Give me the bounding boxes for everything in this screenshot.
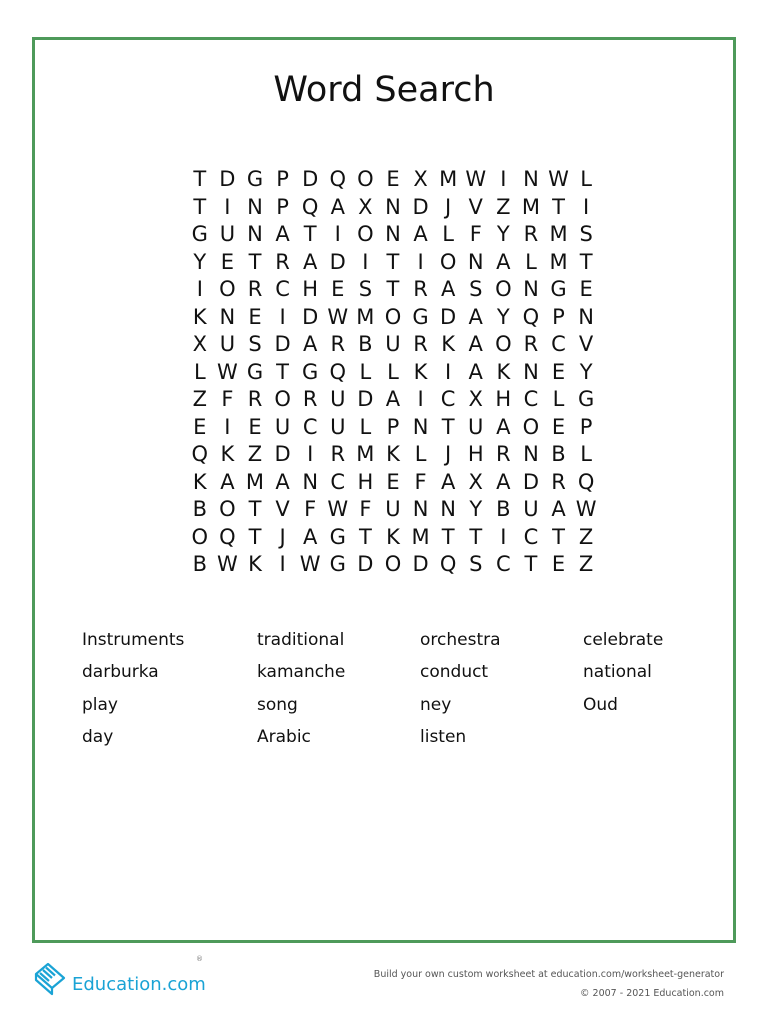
- grid-row: [186, 359, 600, 387]
- grid-letter: U: [468, 414, 484, 439]
- grid-letter: A: [413, 222, 428, 246]
- grid-letter: G: [191, 222, 208, 246]
- grid-letter: E: [386, 469, 400, 494]
- grid-letter: B: [192, 497, 207, 521]
- grid-row: [186, 469, 600, 497]
- grid-letter: W: [299, 552, 321, 576]
- grid-letter: R: [302, 387, 318, 411]
- grid-letter: K: [413, 359, 428, 384]
- grid-letter: N: [385, 222, 401, 246]
- grid-letter: M: [411, 524, 430, 549]
- grid-letter: E: [331, 277, 345, 301]
- grid-letter: E: [386, 167, 400, 191]
- grid-letter: K: [496, 359, 511, 384]
- grid-letter: S: [579, 222, 593, 246]
- grid-letter: H: [467, 442, 484, 466]
- grid-letter: D: [302, 304, 319, 329]
- grid-letter: G: [329, 552, 346, 576]
- grid-letter: A: [302, 524, 318, 549]
- grid-letter: G: [412, 304, 429, 329]
- grid-letter: U: [330, 387, 346, 411]
- grid-letter: N: [523, 442, 539, 466]
- grid-letter: T: [358, 524, 372, 549]
- grid-letter: Z: [578, 552, 594, 576]
- grid-letter: P: [386, 414, 400, 439]
- grid-letter: L: [442, 222, 454, 246]
- grid-letter: A: [496, 469, 511, 494]
- grid-letter: N: [302, 469, 319, 494]
- grid-row: [186, 496, 600, 524]
- grid-letter: A: [330, 194, 345, 219]
- grid-letter: Y: [496, 304, 510, 329]
- grid-row: [186, 386, 600, 414]
- grid-letter: I: [417, 249, 424, 274]
- grid-letter: N: [219, 304, 236, 329]
- grid-letter: Q: [301, 194, 319, 219]
- grid-letter: U: [219, 332, 236, 356]
- grid-letter: M: [549, 249, 568, 274]
- grid-letter: D: [412, 552, 429, 576]
- grid-letter: W: [575, 497, 597, 521]
- grid-letter: B: [551, 442, 566, 466]
- grid-letter: W: [217, 359, 238, 384]
- grid-letter: C: [495, 552, 511, 576]
- grid-letter: M: [549, 222, 568, 246]
- grid-letter: Y: [579, 359, 593, 384]
- grid-letter: U: [523, 497, 539, 521]
- word-list: [82, 630, 702, 759]
- grid-letter: S: [469, 277, 483, 301]
- grid-letter: I: [417, 387, 424, 411]
- grid-letter: U: [330, 414, 346, 439]
- grid-letter: I: [362, 249, 369, 274]
- grid-letter: A: [302, 249, 318, 274]
- grid-letter: Z: [578, 524, 594, 549]
- grid-letter: T: [248, 497, 262, 521]
- grid-letter: J: [445, 442, 452, 466]
- grid-letter: E: [551, 552, 566, 576]
- grid-letter: I: [445, 359, 452, 384]
- grid-letter: F: [221, 387, 234, 411]
- grid-letter: K: [386, 442, 400, 466]
- grid-letter: K: [248, 552, 262, 576]
- grid-letter: N: [412, 414, 429, 439]
- grid-letter: W: [327, 497, 349, 521]
- grid-letter: G: [246, 359, 264, 384]
- grid-letter: L: [525, 249, 537, 274]
- footer-logo: [32, 960, 206, 998]
- grid-row: [186, 414, 600, 442]
- grid-letter: H: [302, 277, 319, 301]
- grid-row: [186, 331, 600, 359]
- grid-letter: N: [523, 277, 539, 301]
- word-list-item: orchestra: [420, 630, 501, 650]
- grid-letter: X: [358, 194, 373, 219]
- grid-letter: R: [330, 442, 346, 466]
- grid-letter: A: [468, 304, 483, 329]
- grid-letter: N: [247, 222, 263, 246]
- education-logo-icon: [32, 960, 70, 998]
- grid-letter: T: [248, 249, 262, 274]
- grid-letter: T: [386, 277, 400, 301]
- grid-letter: D: [522, 469, 539, 494]
- grid-letter: R: [413, 332, 428, 356]
- grid-letter: W: [217, 552, 238, 576]
- grid-row: [186, 249, 600, 277]
- grid-letter: R: [523, 332, 539, 356]
- grid-letter: I: [224, 414, 231, 439]
- grid-letter: Z: [247, 442, 263, 466]
- grid-letter: R: [330, 332, 346, 356]
- grid-letter: J: [279, 524, 286, 549]
- grid-letter: A: [496, 414, 511, 439]
- grid-letter: I: [196, 277, 203, 301]
- grid-letter: A: [440, 277, 456, 301]
- page-title: Word Search: [273, 70, 495, 110]
- grid-letter: T: [524, 552, 538, 576]
- grid-letter: F: [304, 497, 317, 521]
- grid-letter: X: [468, 387, 483, 411]
- grid-letter: Q: [329, 359, 347, 384]
- grid-letter: C: [275, 277, 290, 301]
- grid-letter: A: [496, 249, 511, 274]
- grid-row: [186, 441, 600, 469]
- word-list-item: Oud: [583, 694, 618, 715]
- grid-letter: F: [469, 222, 482, 246]
- grid-letter: Z: [496, 194, 511, 219]
- grid-letter: T: [441, 414, 455, 439]
- grid-letter: J: [445, 194, 452, 219]
- grid-letter: G: [302, 359, 319, 384]
- grid-letter: T: [248, 524, 262, 549]
- footer-copyright: © 2007 - 2021 Education.com: [580, 988, 724, 999]
- word-row: [82, 630, 702, 662]
- grid-letter: B: [496, 497, 511, 521]
- word-row: [82, 662, 702, 694]
- word-row: [82, 695, 702, 727]
- grid-letter: O: [219, 497, 236, 521]
- grid-row: [186, 194, 600, 222]
- grid-letter: L: [193, 359, 206, 384]
- grid-letter: A: [468, 332, 483, 356]
- word-row: [82, 727, 702, 759]
- grid-letter: O: [384, 552, 402, 576]
- grid-letter: T: [552, 524, 565, 549]
- word-list-item: traditional: [257, 630, 345, 650]
- grid-letter: R: [551, 469, 566, 494]
- grid-letter: E: [248, 304, 262, 329]
- grid-letter: A: [440, 469, 456, 494]
- grid-letter: E: [579, 277, 593, 301]
- grid-letter: L: [580, 442, 592, 466]
- grid-letter: M: [439, 167, 458, 191]
- word-list-item: celebrate: [583, 630, 664, 650]
- grid-letter: D: [274, 442, 291, 466]
- grid-letter: T: [441, 524, 455, 549]
- grid-letter: V: [578, 332, 594, 356]
- grid-letter: L: [414, 442, 427, 466]
- grid-letter: M: [356, 442, 375, 466]
- grid-letter: W: [465, 167, 487, 191]
- grid-letter: L: [580, 167, 592, 191]
- grid-letter: U: [274, 414, 291, 439]
- grid-letter: E: [551, 359, 566, 384]
- grid-letter: A: [220, 469, 235, 494]
- grid-letter: X: [413, 167, 428, 191]
- grid-letter: R: [247, 387, 263, 411]
- letter-grid: [186, 166, 600, 579]
- grid-letter: O: [219, 277, 236, 301]
- grid-letter: Y: [496, 222, 510, 246]
- grid-letter: Q: [329, 167, 347, 191]
- grid-letter: T: [386, 249, 400, 274]
- grid-letter: C: [330, 469, 346, 494]
- grid-letter: R: [247, 277, 263, 301]
- grid-letter: K: [441, 332, 456, 356]
- grid-letter: Q: [577, 469, 595, 494]
- grid-letter: Q: [439, 552, 457, 576]
- footer-generator-note: Build your own custom worksheet at education.com/worksheet-generator: [373, 969, 724, 980]
- grid-letter: V: [468, 194, 483, 219]
- grid-letter: L: [359, 359, 372, 384]
- grid-row: [186, 304, 600, 332]
- grid-letter: B: [358, 332, 373, 356]
- grid-letter: Y: [193, 249, 207, 274]
- grid-letter: P: [276, 167, 289, 191]
- grid-letter: N: [523, 167, 539, 191]
- grid-letter: X: [468, 469, 483, 494]
- grid-letter: E: [193, 414, 207, 439]
- grid-row: [186, 166, 600, 194]
- grid-letter: B: [192, 552, 207, 576]
- grid-letter: A: [302, 332, 318, 356]
- word-list-item: national: [583, 662, 652, 683]
- grid-letter: O: [495, 332, 512, 356]
- grid-letter: I: [500, 524, 507, 549]
- grid-letter: N: [578, 304, 594, 329]
- grid-letter: I: [279, 304, 286, 329]
- grid-letter: E: [551, 414, 566, 439]
- grid-letter: K: [386, 524, 400, 549]
- grid-letter: C: [523, 387, 539, 411]
- grid-letter: R: [413, 277, 428, 301]
- grid-letter: I: [583, 194, 590, 219]
- grid-letter: P: [579, 414, 593, 439]
- grid-letter: D: [440, 304, 457, 329]
- word-list-item: listen: [420, 726, 467, 747]
- grid-letter: C: [523, 524, 539, 549]
- grid-letter: G: [550, 277, 567, 301]
- grid-letter: O: [191, 524, 209, 549]
- grid-letter: X: [192, 332, 207, 356]
- grid-letter: K: [220, 442, 235, 466]
- word-list-item: kamanche: [257, 662, 346, 683]
- grid-letter: F: [359, 497, 372, 521]
- grid-letter: D: [302, 167, 319, 191]
- grid-letter: G: [329, 524, 346, 549]
- grid-letter: Z: [192, 387, 207, 411]
- word-list-item: Arabic: [257, 726, 311, 747]
- grid-letter: D: [357, 387, 374, 411]
- grid-letter: A: [468, 359, 483, 384]
- grid-letter: C: [302, 414, 318, 439]
- grid-letter: M: [356, 304, 375, 329]
- grid-letter: W: [327, 304, 349, 329]
- grid-letter: I: [279, 552, 286, 576]
- grid-letter: C: [551, 332, 566, 356]
- word-list-item: day: [82, 726, 114, 747]
- grid-letter: A: [385, 387, 401, 411]
- grid-letter: N: [440, 497, 456, 521]
- grid-letter: N: [247, 194, 263, 219]
- grid-letter: N: [523, 359, 539, 384]
- grid-letter: Q: [522, 304, 540, 329]
- grid-letter: P: [276, 194, 289, 219]
- grid-letter: C: [440, 387, 456, 411]
- word-list-item: ney: [420, 694, 452, 715]
- grid-letter: S: [248, 332, 262, 356]
- grid-letter: T: [552, 194, 565, 219]
- grid-letter: R: [496, 442, 511, 466]
- grid-letter: O: [274, 387, 291, 411]
- grid-letter: N: [412, 497, 429, 521]
- grid-letter: S: [358, 277, 373, 301]
- grid-letter: T: [193, 167, 207, 191]
- grid-letter: I: [307, 442, 314, 466]
- grid-letter: U: [219, 222, 236, 246]
- grid-letter: M: [245, 469, 265, 494]
- grid-letter: N: [385, 194, 401, 219]
- grid-letter: T: [579, 249, 593, 274]
- grid-letter: L: [552, 387, 565, 411]
- grid-letter: A: [551, 497, 566, 521]
- grid-letter: P: [552, 304, 565, 329]
- grid-letter: O: [495, 277, 512, 301]
- grid-letter: D: [219, 167, 236, 191]
- grid-letter: V: [275, 497, 290, 521]
- grid-letter: T: [276, 359, 289, 384]
- grid-letter: M: [521, 194, 540, 219]
- grid-row: [186, 276, 600, 304]
- grid-letter: D: [329, 249, 346, 274]
- grid-letter: K: [192, 469, 207, 494]
- grid-letter: H: [357, 469, 374, 494]
- grid-letter: U: [385, 332, 401, 356]
- grid-letter: Q: [191, 442, 209, 466]
- grid-letter: E: [248, 414, 262, 439]
- grid-letter: D: [357, 552, 374, 576]
- word-list-item: Instruments: [82, 630, 185, 650]
- brand-name: Education.com: [72, 973, 206, 995]
- grid-letter: T: [469, 524, 483, 549]
- word-list-item: conduct: [420, 662, 489, 683]
- grid-letter: U: [385, 497, 401, 521]
- grid-letter: I: [334, 222, 341, 246]
- grid-letter: L: [359, 414, 372, 439]
- grid-letter: I: [500, 167, 507, 191]
- grid-letter: R: [275, 249, 290, 274]
- grid-letter: O: [357, 167, 374, 191]
- grid-letter: D: [412, 194, 429, 219]
- grid-letter: A: [275, 469, 290, 494]
- grid-letter: F: [414, 469, 427, 494]
- grid-letter: Y: [469, 497, 483, 521]
- grid-letter: O: [522, 414, 540, 439]
- grid-letter: G: [246, 167, 264, 191]
- grid-row: [186, 221, 600, 249]
- grid-row: [186, 551, 600, 579]
- grid-letter: S: [469, 552, 483, 576]
- grid-letter: A: [275, 222, 290, 246]
- grid-letter: T: [193, 194, 207, 219]
- grid-letter: G: [577, 387, 595, 411]
- grid-row: [186, 524, 600, 552]
- grid-letter: N: [467, 249, 484, 274]
- grid-letter: R: [523, 222, 539, 246]
- word-list-item: darburka: [82, 662, 159, 683]
- grid-letter: O: [439, 249, 457, 274]
- grid-letter: E: [220, 249, 235, 274]
- grid-letter: L: [387, 359, 399, 384]
- word-list-item: song: [257, 694, 298, 715]
- grid-letter: Q: [219, 524, 236, 549]
- grid-letter: H: [495, 387, 512, 411]
- grid-letter: O: [357, 222, 374, 246]
- grid-letter: K: [192, 304, 207, 329]
- word-list-item: play: [82, 694, 118, 715]
- grid-letter: I: [224, 194, 231, 219]
- grid-letter: W: [548, 167, 569, 191]
- grid-letter: D: [274, 332, 291, 356]
- grid-letter: O: [384, 304, 402, 329]
- grid-letter: T: [303, 222, 317, 246]
- registered-mark: ®: [196, 955, 203, 963]
